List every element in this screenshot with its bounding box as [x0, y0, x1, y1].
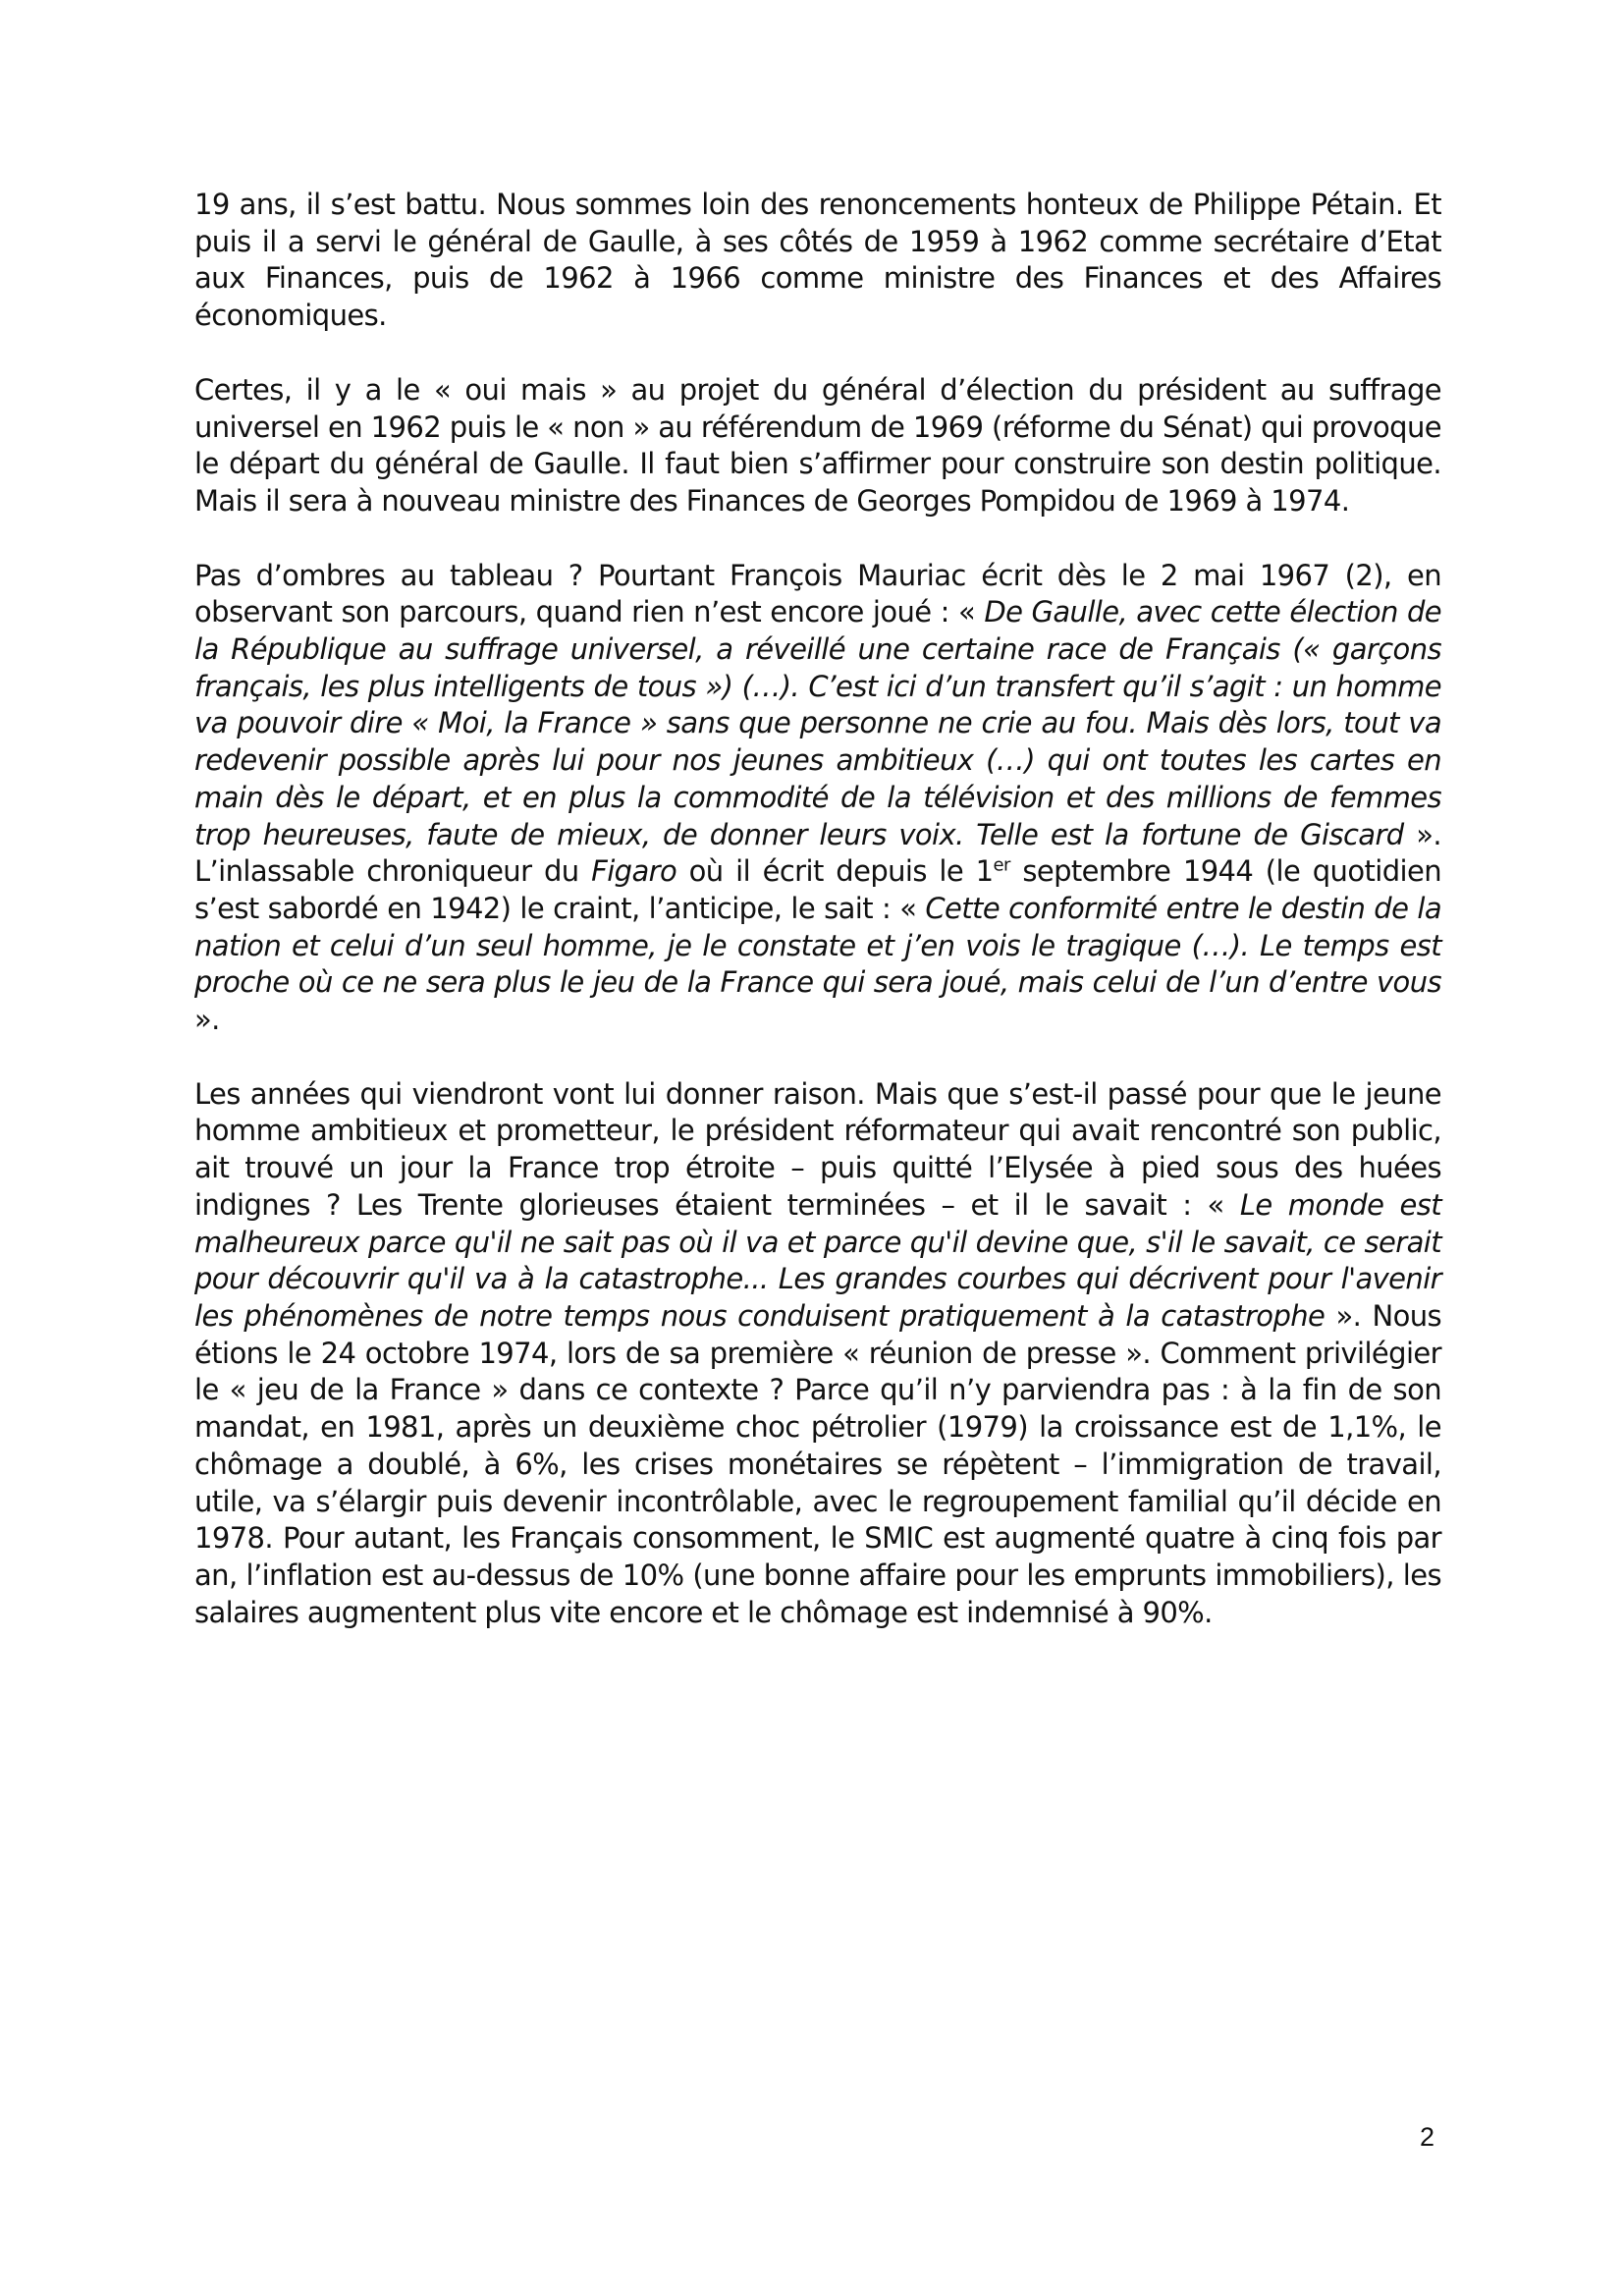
- document-body: [194, 187, 1441, 1668]
- italic-quote-text: Cette conformité entre le destin de la nation et celui d’un seul homme, je le constate et j’en vois le tragique (…). Le temps est proche où ce ne sera plus le jeu de la France qui sera joué, mais celui de l’un d’entre vous: [194, 891, 1441, 1000]
- superscript-text: er: [993, 854, 1010, 876]
- text-run: Pas d’ombres au tableau ? Pourtant François Mauriac écrit dès le 2 mai 1967 (2), en observant son parcours, quand rien n’est encore joué : «: [194, 558, 1441, 629]
- text-run: Certes, il y a le « oui mais » au projet du général d’élection du président au suffrage universel en 1962 puis le « non » au référendum de 1969 (réforme du Sénat) qui provoque le départ du général de Gaulle. Il faut bien s’affirmer pour construire son destin politique. Mais il sera à nouveau ministre des Finances de Georges Pompidou de 1969 à 1974.: [194, 372, 1441, 518]
- text-run: ».: [194, 1003, 220, 1037]
- italic-quote-text: De Gaulle, avec cette élection de la République au suffrage universel, a réveillé une certaine race de Français (« garçons français, les plus intelligents de tous ») (…). C’est ici d’un transfert qu’il s’agit : un homme va pouvoir dire « Moi, la France » sans que personne ne crie au fou. Mais dès lors, tout va redevenir possible après lui pour nos jeunes ambitieux (…) qui ont toutes les cartes en main dès le départ, et en plus la commodité de la télévision et des millions de femmes trop heureuses, faute de mieux, de donner leurs voix. Telle est la fortune de Giscard: [194, 595, 1441, 851]
- text-run: ». Nous étions le 24 octobre 1974, lors de sa première « réunion de presse ». Comment privilégier le « jeu de la France » dans ce contexte ? Parce qu’il n’y parviendra pas : à la fin de son mandat, en 1981, après un deuxième choc pétrolier (1979) la croissance est de 1,1%, le chômage a doublé, à 6%, les crises monétaires se répètent – l’immigration de travail, utile, va s’élargir puis devenir incontrôlable, avec le regroupement familial qu’il décide en 1978. Pour autant, les Français consomment, le SMIC est augmenté quatre à cinq fois par an, l’inflation est au-dessus de 10% (une bonne affaire pour les emprunts immobiliers), les salaires augmentent plus vite encore et le chômage est indemnisé à 90%.: [194, 1298, 1441, 1629]
- paragraph: [194, 187, 1441, 335]
- paragraph: [194, 558, 1441, 1039]
- text-run: 19 ans, il s’est battu. Nous sommes loin des renoncements honteux de Philippe Pétain. Et puis il a servi le général de Gaulle, à ses côtés de 1959 à 1962 comme secrétaire d’Etat aux Finances, puis de 1962 à 1966 comme ministre des Finances et des Affaires économiques.: [194, 188, 1441, 333]
- text-run: ». L’inlassable chroniqueur du: [194, 817, 1441, 889]
- text-run: septembre 1944 (le quotidien s’est sabordé en 1942) le craint, l’anticipe, le sait : «: [194, 854, 1441, 925]
- italic-quote-text: Figaro: [591, 854, 677, 889]
- text-run: où il écrit depuis le 1: [676, 854, 994, 889]
- paragraph: [194, 372, 1441, 520]
- italic-quote-text: Le monde est malheureux parce qu'il ne sait pas où il va et parce qu'il devine que, s'il le savait, ce serait pour découvrir qu'il va à la catastrophe... Les grandes courbes qui décrivent pour l'avenir les phénomènes de notre temps nous conduisent pratiquement à la catastrophe: [194, 1187, 1441, 1333]
- text-run: Les années qui viendront vont lui donner raison. Mais que s’est-il passé pour que le jeune homme ambitieux et prometteur, le président réformateur qui avait rencontré son public, ait trouvé un jour la France trop étroite – puis quitté l’Elysée à pied sous des huées indignes ? Les Trente glorieuses étaient terminées – et il le savait : «: [194, 1076, 1441, 1222]
- page-number: 2: [1420, 2122, 1435, 2152]
- paragraph: [194, 1076, 1441, 1632]
